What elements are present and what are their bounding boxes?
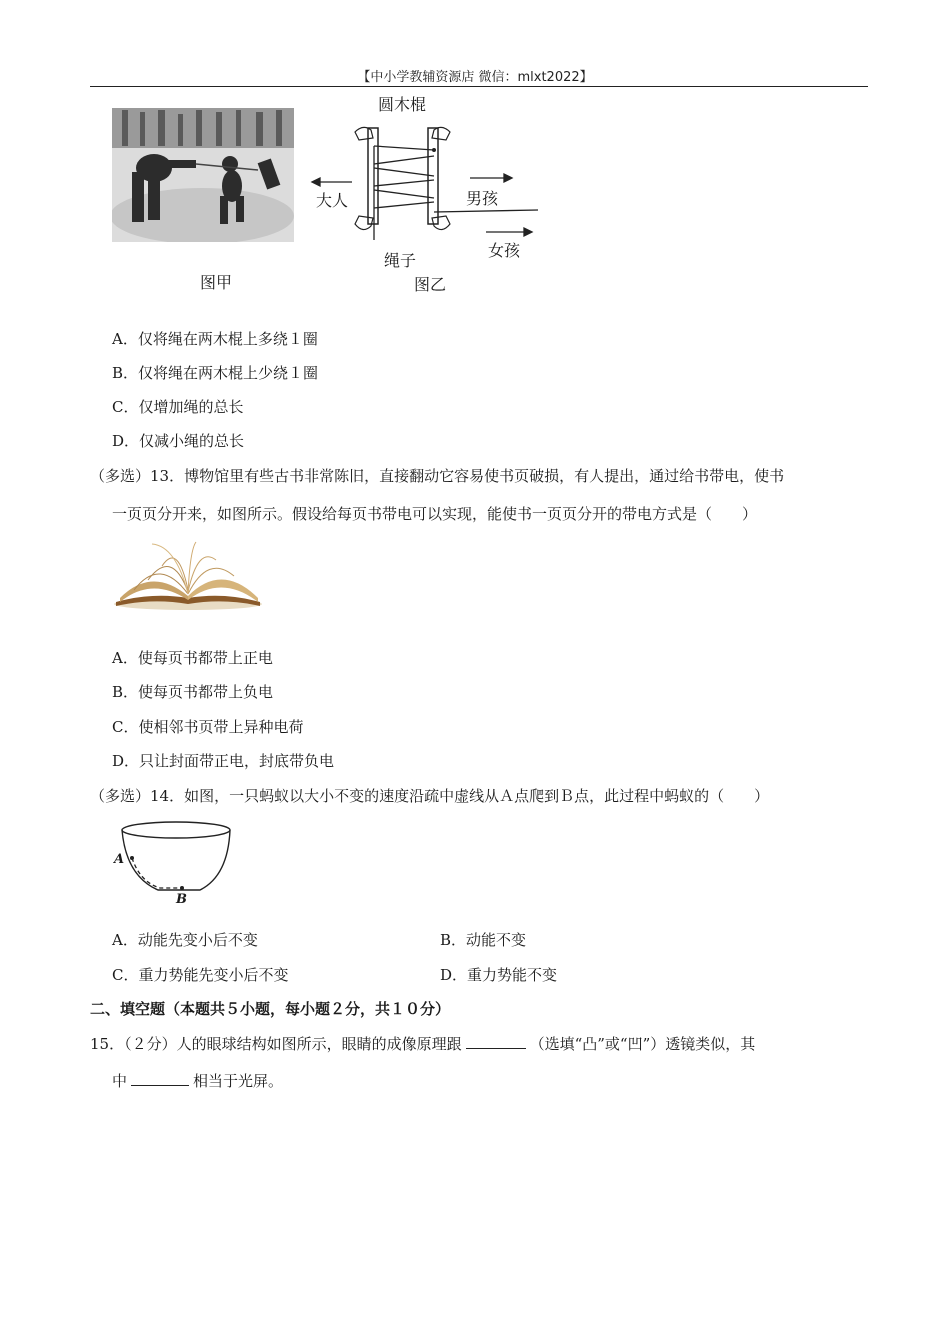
q14-stem: （多选）14．如图，一只蚂蚁以大小不变的速度沿疏中虚线从Ａ点爬到Ｂ点，此过程中蚂蚁的（ ）	[90, 787, 770, 805]
q13-stem-line2: 一页页分开来，如图所示。假设给每页书带电可以实现，能使书一页页分开的带电方式是（ ）	[112, 505, 758, 523]
figure-jia-caption: 图甲	[200, 273, 233, 292]
open-book-image	[112, 536, 264, 610]
q14-option-d: D．重力势能不变	[440, 966, 558, 984]
q15-line1	[90, 1034, 755, 1054]
q13-option-c: C．使相邻书页带上异种电荷	[112, 718, 304, 736]
label-adult: 大人	[316, 191, 349, 210]
q14-bowl-figure	[112, 818, 232, 912]
label-girl: 女孩	[488, 241, 521, 260]
q14-option-c: C．重力势能先变小后不变	[112, 966, 289, 984]
bowl-diagram	[112, 818, 232, 912]
q13-stem-line1: （多选）13．博物馆里有些古书非常陈旧，直接翻动它容易使书页破损，有人提出，通过给书带电，使书	[90, 467, 785, 485]
q15-line2	[112, 1071, 283, 1091]
q12-option-c: C．仅增加绳的总长	[112, 398, 244, 416]
q15-blank-1[interactable]	[466, 1034, 526, 1049]
figure-jia	[112, 108, 294, 292]
q15-blank-2[interactable]	[131, 1071, 189, 1086]
q13-book-figure	[112, 536, 264, 610]
q12-option-a: A．仅将绳在两木棍上多绕１圈	[112, 330, 318, 348]
header-rule	[90, 86, 868, 87]
point-a-label: A	[114, 852, 125, 867]
q14-option-a: A．动能先变小后不变	[112, 931, 258, 949]
q13-option-d: D．只让封面带正电，封底带负电	[112, 752, 335, 770]
section-title: 二、填空题（本题共５小题，每小题２分，共１０分）	[90, 1000, 451, 1018]
q13-option-a: A．使每页书都带上正电	[112, 649, 273, 667]
point-b-label: B	[176, 892, 187, 907]
q15-text-d: 相当于光屏。	[193, 1072, 284, 1090]
figure-yi-caption: 图乙	[414, 275, 447, 294]
q15-text-b: （选填“凸”或“凹”）透镜类似，其	[529, 1035, 756, 1053]
figure-jia-photo	[112, 108, 294, 242]
label-round-stick: 圆木棍	[378, 95, 427, 114]
q13-option-b: B．使每页书都带上负电	[112, 683, 274, 701]
q15-text-c: 中	[112, 1072, 128, 1090]
label-rope: 绳子	[384, 251, 417, 270]
q12-option-d: D．仅减小绳的总长	[112, 432, 245, 450]
q15-text-a: 15．（２分）人的眼球结构如图所示，眼睛的成像原理跟	[90, 1035, 462, 1053]
q12-option-b: B．仅将绳在两木棍上少绕１圈	[112, 364, 319, 382]
page-header: 【中小学教辅资源店 微信：mlxt2022】	[357, 70, 593, 85]
label-boy: 男孩	[466, 189, 499, 208]
figure-yi	[300, 90, 550, 298]
q14-option-b: B．动能不变	[440, 931, 527, 949]
